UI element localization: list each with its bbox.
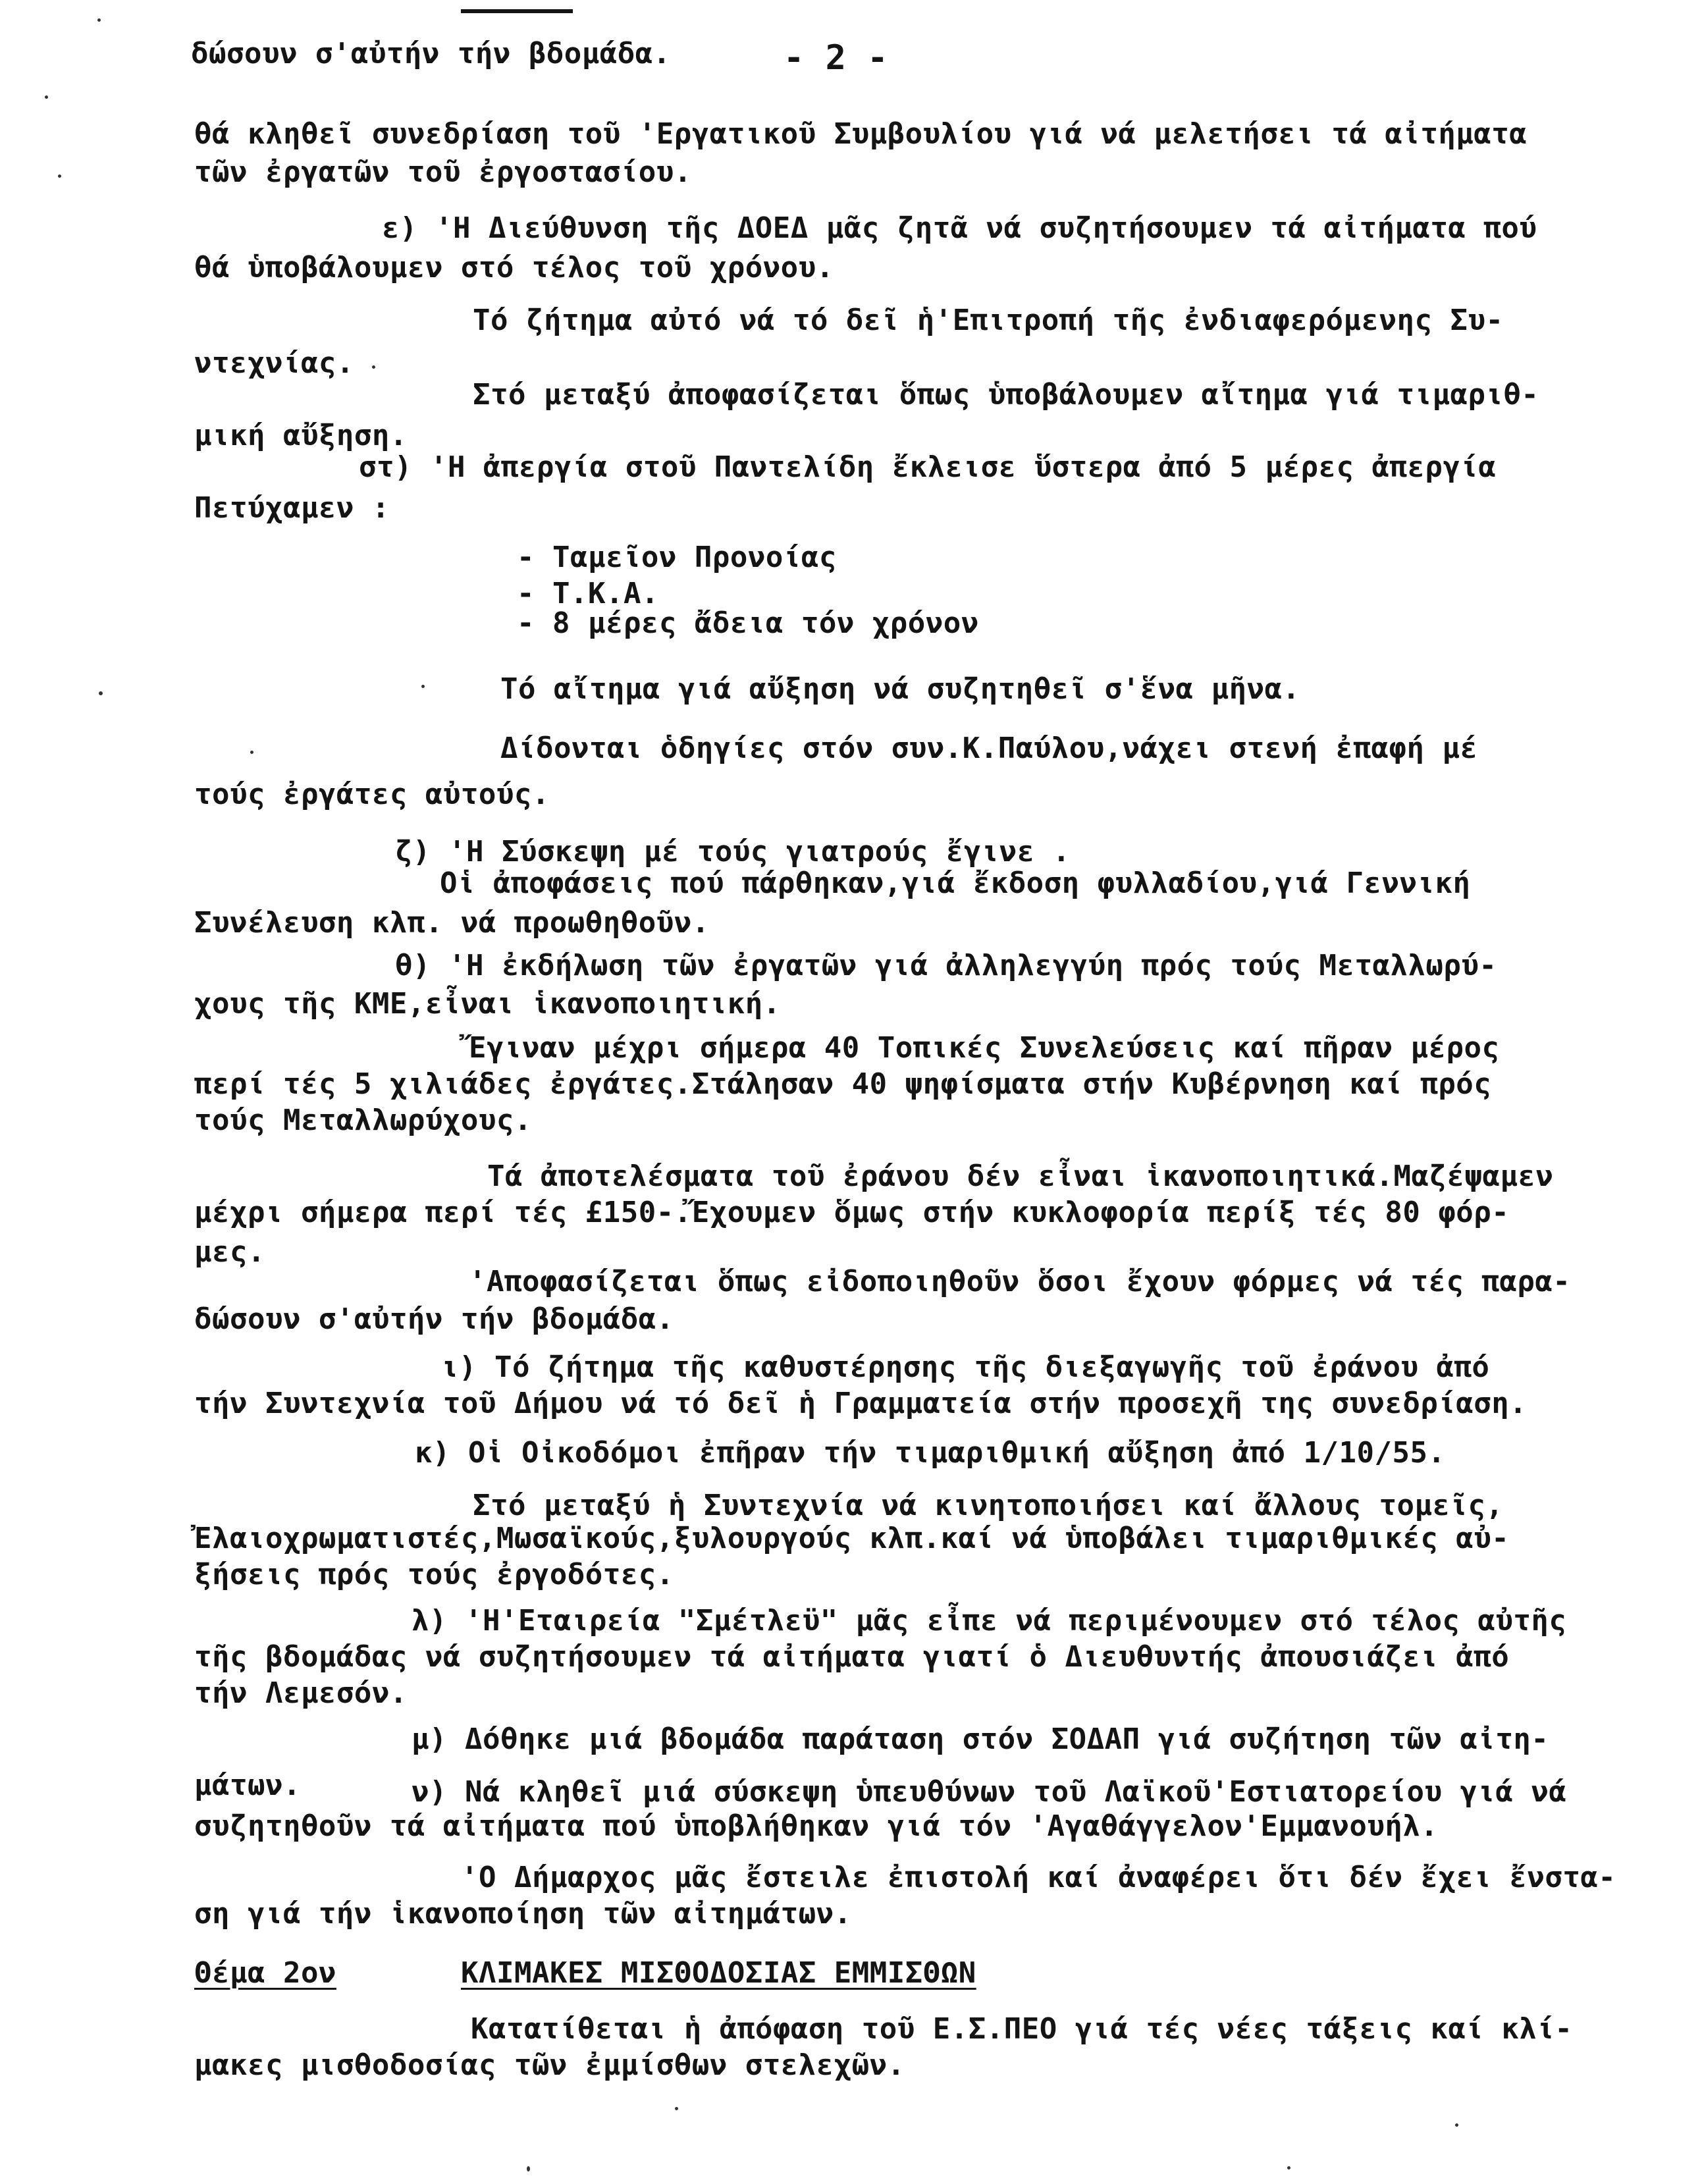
list-item: - Τ.Κ.Α. (517, 577, 659, 610)
scan-speck (97, 18, 101, 22)
item-z-line: ζ) 'Η Σύσκεψη μέ τούς γιατρούς ἔγινε . (395, 835, 1071, 868)
text-line: Στό μεταξύ ἡ Συντεχνία νά κινητοποιήσει καί ἄλλους τομεῖς, (473, 1489, 1504, 1522)
list-item: - Ταμεῖον Προνοίας (517, 541, 837, 574)
text-line: Συνέλευση κλπ. νά προωθηθοῦν. (194, 906, 710, 940)
text-line: ξήσεις πρός τούς ἐργοδότες. (194, 1558, 674, 1591)
text-line: τούς ἐργάτες αὐτούς. (194, 778, 550, 811)
text-line: τήν Συντεχνία τοῦ Δήμου νά τό δεῖ ἡ Γραμματεία στήν προσεχῆ της συνεδρίαση. (194, 1387, 1528, 1420)
text-line: 'Ο Δήμαρχος μᾶς ἔστειλε ἐπιστολή καί ἀναφέρει ὅτι δέν ἔχει ἔνστα- (461, 1861, 1616, 1894)
item-n-line: ν) Νά κληθεῖ μιά σύσκεψη ὑπευθύνων τοῦ Λαϊκοῦ'Εστιατορείου γιά νά (412, 1775, 1567, 1809)
text-line: Οἱ ἀποφάσεις πού πάρθηκαν,γιά ἔκδοση φυλλαδίου,γιά Γεννική (440, 866, 1471, 900)
text-line: Τό ζήτημα αὐτό νά τό δεῖ ἡ'Επιτροπή τῆς ἐνδιαφερόμενης Συ- (473, 304, 1504, 337)
text-line: 'Αποφασίζεται ὅπως εἰδοποιηθοῦν ὅσοι ἔχουν φόρμες νά τές παρα- (469, 1265, 1571, 1298)
scan-speck (372, 365, 375, 369)
header-carryover-line: δώσουν σ'αὐτήν τήν βδομάδα. (191, 37, 671, 70)
text-line: Ἔγιναν μέχρι σήμερα 40 Τοπικές Συνελεύσεις καί πῆραν μέρος (469, 1031, 1500, 1065)
text-line: συζητηθοῦν τά αἰτήματα πού ὑποβλήθηκαν γιά τόν 'Αγαθάγγελον'Εμμανουήλ. (194, 1809, 1439, 1843)
text-line: θά κληθεῖ συνεδρίαση τοῦ 'Εργατικοῦ Συμβουλίου γιά νά μελετήσει τά αἰτήματα (194, 117, 1528, 151)
scan-speck (1455, 2123, 1458, 2127)
scan-speck (1287, 2166, 1290, 2170)
item-th-line: θ) 'Η ἐκδήλωση τῶν ἐργατῶν γιά ἀλληλεγγύη πρός τούς Μεταλλωρύ- (395, 949, 1497, 982)
text-line: Κατατίθεται ἡ ἀπόφαση τοῦ Ε.Σ.ΠΕΟ γιά τές νέες τάξεις καί κλί- (471, 2012, 1573, 2046)
text-line: ντεχνίας. (194, 346, 354, 380)
text-line: μάτων. (194, 1769, 301, 1802)
text-line: ση γιά τήν ἱκανοποίηση τῶν αἰτημάτων. (194, 1897, 852, 1931)
text-line: δώσουν σ'αὐτήν τήν βδομάδα. (194, 1302, 674, 1336)
item-st-line: στ) 'Η ἀπεργία στοῦ Παντελίδη ἔκλεισε ὕστερα ἀπό 5 μέρες ἀπεργία (359, 450, 1497, 484)
text-line: Στό μεταξύ ἀποφασίζεται ὅπως ὑποβάλουμεν αἴτημα γιά τιμαριθ- (473, 378, 1539, 412)
item-e-line: ε) 'Η Διεύθυνση τῆς ΔΟΕΔ μᾶς ζητᾶ νά συζητήσουμεν τά αἰτήματα πού (382, 211, 1537, 245)
item-m-line: μ) Δόθηκε μιά βδομάδα παράταση στόν ΣΟΔΑΠ γιά συζήτηση τῶν αἰτη- (412, 1722, 1549, 1756)
text-line: μες. (194, 1235, 265, 1269)
page-number: - 2 - (784, 38, 889, 78)
text-line: τούς Μεταλλωρύχους. (194, 1104, 532, 1137)
text-line: τήν Λεμεσόν. (194, 1676, 408, 1710)
text-line: Τό αἴτημα γιά αὔξηση νά συζητηθεῖ σ'ἕνα μῆνα. (500, 672, 1300, 706)
text-line: τῶν ἐργατῶν τοῦ ἐργοστασίου. (194, 155, 692, 189)
item-l-line: λ) 'Η'Εταιρεία "Σμέτλεϋ" μᾶς εἶπε νά περιμένουμεν στό τέλος αὐτῆς (412, 1604, 1567, 1638)
text-line: περί τές 5 χιλιάδες ἐργάτες.Στάλησαν 40 ψηφίσματα στήν Κυβέρνηση καί πρός (194, 1067, 1492, 1101)
text-line: μέχρι σήμερα περί τές £150-.Ἔχουμεν ὅμως στήν κυκλοφορία περίξ τές 80 φόρ- (194, 1196, 1510, 1229)
item-i-line: ι) Τό ζήτημα τῆς καθυστέρησης τῆς διεξαγωγῆς τοῦ ἐράνου ἀπό (441, 1350, 1490, 1384)
scan-speck (58, 174, 61, 178)
item-k-line: κ) Οἱ Οἰκοδόμοι ἐπῆραν τήν τιμαριθμική αὔξηση ἀπό 1/10/55. (415, 1436, 1446, 1470)
section-label: Θέμα 2ον (194, 1956, 336, 1990)
scan-speck (527, 2166, 530, 2171)
scan-speck (421, 685, 425, 688)
text-line: Ἐλαιοχρωματιστές,Μωσαϊκούς,ξυλουργούς κλπ.καί νά ὑποβάλει τιμαριθμικές αὐ- (194, 1522, 1510, 1555)
scan-speck (45, 95, 48, 99)
text-line: χους τῆς ΚΜΕ,εἶναι ἱκανοποιητική. (194, 987, 781, 1021)
scan-speck (99, 691, 103, 695)
text-line: τῆς βδομάδας νά συζητήσουμεν τά αἰτήματα γιατί ὁ Διευθυντής ἀπουσιάζει ἀπό (194, 1640, 1510, 1674)
text-line: μακες μισθοδοσίας τῶν ἐμμίσθων στελεχῶν. (194, 2048, 905, 2082)
scan-speck (675, 2107, 678, 2110)
text-line: Δίδονται ὁδηγίες στόν συν.Κ.Παύλου,νάχει στενή ἐπαφή μέ (500, 732, 1478, 765)
text-line: μική αὔξηση. (194, 419, 408, 452)
text-line: Τά ἀποτελέσματα τοῦ ἐράνου δέν εἶναι ἱκανοποιητικά.Μαζέψαμεν (487, 1159, 1554, 1193)
scan-speck (250, 751, 253, 754)
list-item: - 8 μέρες ἄδεια τόν χρόνον (517, 606, 979, 640)
section-title: ΚΛΙΜΑΚΕΣ ΜΙΣΘΟΔΟΣΙΑΣ ΕΜΜΙΣΘΩΝ (461, 1956, 976, 1990)
text-line: θά ὑποβάλουμεν στό τέλος τοῦ χρόνου. (194, 251, 834, 284)
top-rule (461, 9, 573, 13)
text-line: Πετύχαμεν : (194, 491, 390, 525)
